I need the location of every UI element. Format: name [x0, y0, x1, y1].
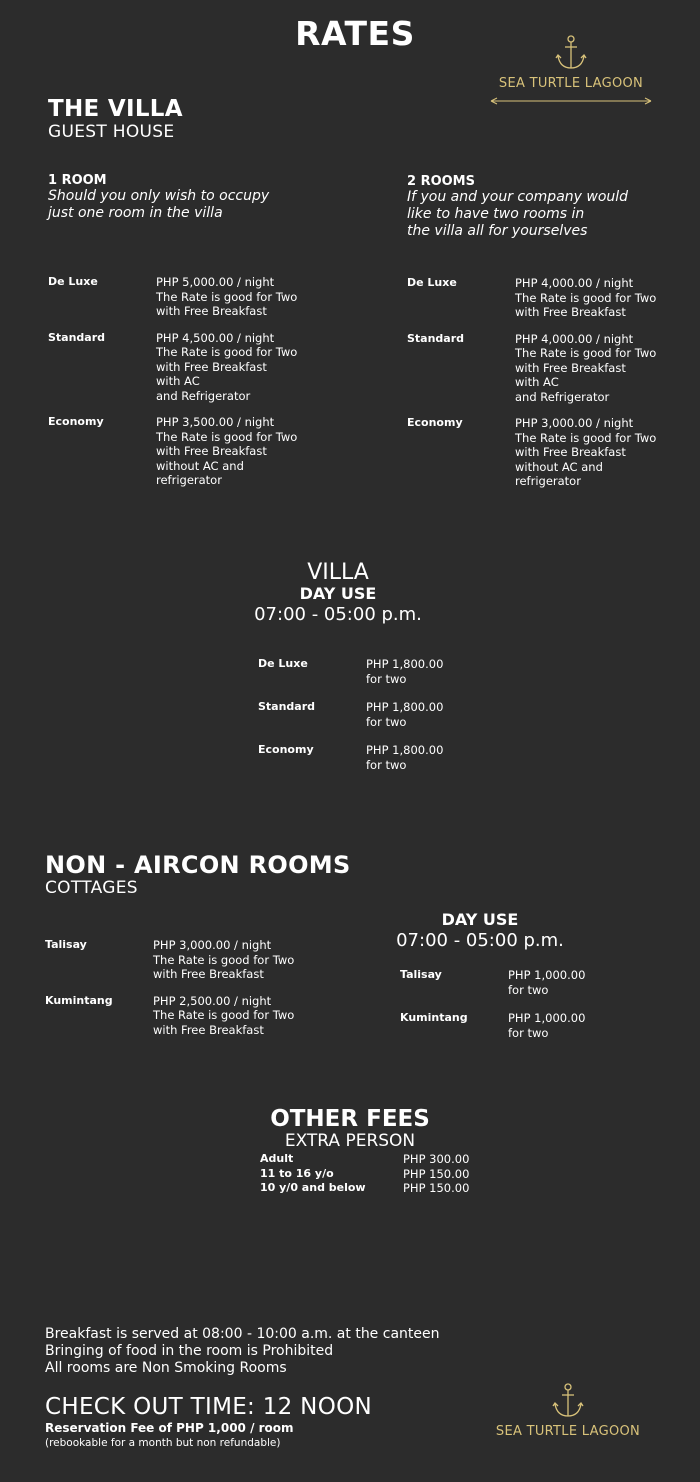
fee-value: PHP 150.00	[403, 1166, 470, 1181]
rate-value: PHP 4,000.00 / night The Rate is good for Two with Free Breakfast	[515, 276, 657, 319]
fee-labels	[260, 1152, 403, 1196]
cottage-day-use-title: DAY USE	[441, 910, 519, 929]
divider-arrow-icon	[489, 97, 653, 105]
two-rooms-column	[407, 174, 697, 501]
fee-values	[403, 1152, 469, 1196]
other-fees-header	[200, 1106, 500, 1151]
rate-value: PHP 1,800.00 for two	[366, 700, 444, 729]
rate-label: De Luxe	[407, 276, 457, 289]
other-fees-subtitle: EXTRA PERSON	[284, 1131, 416, 1151]
one-room-rates	[48, 275, 368, 488]
rate-row	[400, 968, 585, 997]
rate-label: Talisay	[45, 938, 87, 951]
anchor-icon	[551, 1382, 585, 1420]
villa-subtitle: GUEST HOUSE	[48, 122, 175, 142]
other-fees-title: OTHER FEES	[270, 1106, 430, 1132]
anchor-icon	[554, 34, 588, 72]
rate-label: Economy	[258, 743, 314, 756]
rate-row	[45, 938, 294, 982]
rate-value: PHP 1,800.00 for two	[366, 743, 444, 772]
rate-value: PHP 2,500.00 / night The Rate is good for Two with Free Breakfast	[153, 993, 295, 1037]
rate-row	[258, 657, 443, 686]
two-rooms-description	[407, 189, 697, 240]
non-aircon-title: NON - AIRCON ROOMS	[45, 851, 351, 879]
desc-line: the villa all for yourselves	[407, 223, 588, 239]
villa-day-use-subtitle: DAY USE	[299, 584, 377, 603]
rate-label: Economy	[48, 415, 104, 428]
rate-label: De Luxe	[258, 657, 308, 670]
footer-note: Breakfast is served at 08:00 - 10:00 a.m. at the canteen	[45, 1326, 440, 1342]
logo-name: SEA TURTLE LAGOON	[495, 1424, 641, 1439]
villa-day-use-header	[188, 560, 488, 625]
desc-line: Should you only wish to occupy	[48, 188, 270, 204]
rate-value: PHP 4,000.00 / night The Rate is good for Two with Free Breakfast with AC and Refrigerator	[515, 331, 657, 404]
fee-value: PHP 150.00	[403, 1181, 470, 1195]
villa-day-use-rates	[258, 657, 443, 786]
rate-label: Economy	[407, 416, 463, 429]
non-aircon-subtitle: COTTAGES	[45, 878, 138, 898]
rate-value: PHP 1,000.00 for two	[508, 1011, 586, 1040]
one-room-heading: 1 ROOM	[48, 173, 107, 188]
cottage-day-use-rates	[400, 968, 585, 1054]
rate-value: PHP 1,800.00 for two	[366, 657, 444, 686]
logo-name: SEA TURTLE LAGOON	[498, 76, 644, 91]
rate-row	[48, 275, 368, 319]
villa-title: THE VILLA	[48, 96, 183, 122]
rate-value: PHP 3,000.00 / night The Rate is good for Two with Free Breakfast without AC and refrigerator	[515, 416, 657, 488]
reservation-note: (rebookable for a month but non refundable)	[45, 1437, 281, 1449]
fee-value: PHP 300.00	[403, 1152, 470, 1166]
rate-label: Standard	[48, 330, 106, 344]
desc-line: like to have two rooms in	[407, 206, 585, 222]
rate-label: Kumintang	[400, 1011, 468, 1024]
fee-label: 11 to 16 y/o	[260, 1166, 334, 1180]
cottage-day-use-header	[380, 910, 580, 951]
rate-row	[48, 331, 368, 404]
two-rooms-rates	[407, 276, 697, 489]
rate-value: PHP 3,500.00 / night The Rate is good for Two with Free Breakfast without AC and refrigerator	[156, 415, 298, 487]
logo-footer	[468, 1382, 668, 1439]
fee-label: 10 y/0 and below	[260, 1181, 366, 1194]
non-aircon-rates	[45, 938, 294, 1049]
rate-value: PHP 1,000.00 for two	[508, 968, 586, 997]
rate-label: Standard	[258, 700, 316, 713]
rate-label: Talisay	[400, 968, 442, 981]
fee-label: Adult	[260, 1152, 294, 1165]
rate-value: PHP 3,000.00 / night The Rate is good for Two with Free Breakfast	[153, 938, 295, 981]
rate-row	[400, 1011, 585, 1040]
checkout-time: CHECK OUT TIME: 12 NOON	[45, 1394, 373, 1420]
one-room-column	[48, 173, 368, 500]
rate-row	[45, 994, 294, 1038]
rate-label: Standard	[407, 331, 465, 345]
rate-value: PHP 5,000.00 / night The Rate is good for Two with Free Breakfast	[156, 275, 298, 318]
rate-row	[407, 416, 697, 489]
footer-note: All rooms are Non Smoking Rooms	[45, 1360, 287, 1376]
footer-note: Bringing of food in the room is Prohibited	[45, 1343, 334, 1359]
rate-row	[48, 415, 368, 488]
reservation-fee: Reservation Fee of PHP 1,000 / room	[45, 1421, 294, 1435]
rate-row	[407, 332, 697, 405]
rate-row	[258, 700, 443, 729]
rate-row	[407, 276, 697, 320]
rate-label: Kumintang	[45, 993, 113, 1007]
desc-line: just one room in the villa	[48, 205, 223, 221]
rate-row	[258, 743, 443, 772]
two-rooms-heading: 2 ROOMS	[407, 174, 475, 189]
logo	[471, 34, 671, 105]
rate-value: PHP 4,500.00 / night The Rate is good for Two with Free Breakfast with AC and Refrigerator	[156, 330, 298, 403]
villa-day-use-hours: 07:00 - 05:00 p.m.	[254, 604, 422, 625]
villa-day-use-title: VILLA	[307, 560, 369, 585]
footer-notes	[45, 1326, 440, 1377]
desc-line: If you and your company would	[407, 189, 629, 205]
rate-label: De Luxe	[48, 275, 98, 288]
one-room-description	[48, 188, 368, 222]
other-fees-table	[260, 1152, 469, 1196]
page-title: RATES	[295, 14, 415, 53]
cottage-day-use-hours: 07:00 - 05:00 p.m.	[396, 930, 564, 951]
